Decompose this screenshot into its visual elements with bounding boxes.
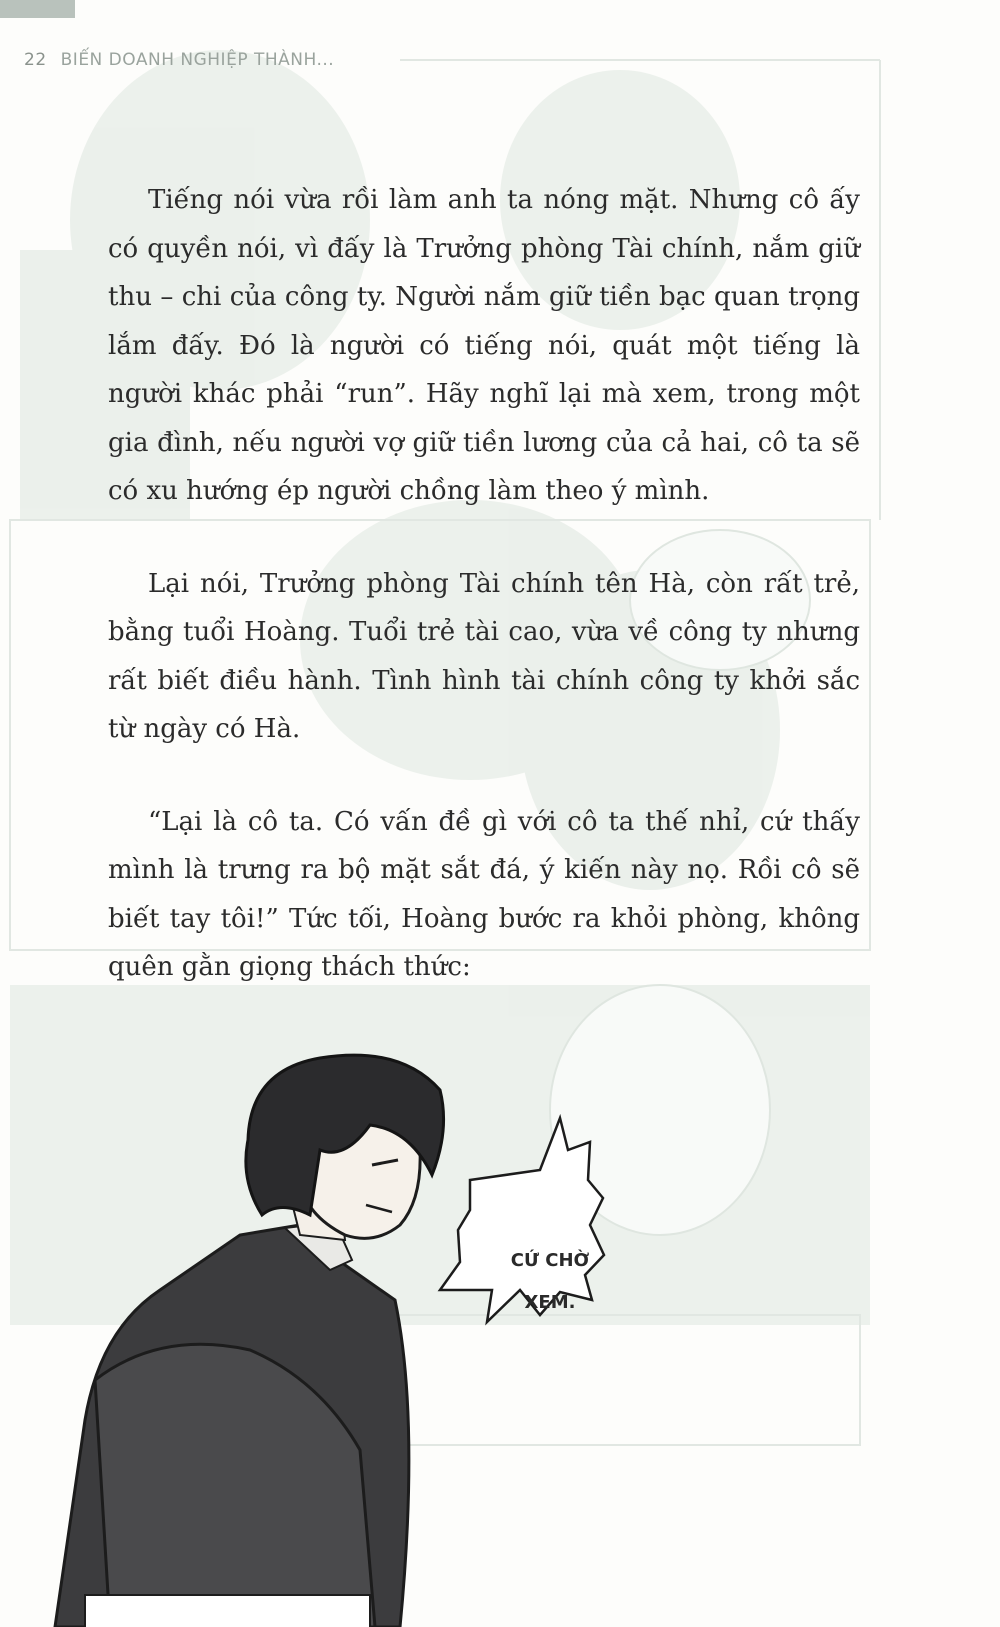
- paper-sheet: [85, 1595, 370, 1627]
- paragraph: “Lại là cô ta. Có vấn đề gì với cô ta thế nhỉ, cứ thấy mình là trưng ra bộ mặt sắt đá, ý kiến này nọ. Rồi cô sẽ biết tay tôi!” Tức tối, Hoàng bước ra khỏi phòng, không quên gằn giọng thách thức:: [108, 806, 860, 982]
- page-number: 22: [24, 50, 47, 70]
- watermark-frame: [380, 1315, 860, 1445]
- paragraph: Tiếng nói vừa rồi làm anh ta nóng mặt. Nhưng cô ấy có quyền nói, vì đấy là Trưởng phòng Tài chính, nắm giữ thu – chi của công ty. Người nắm giữ tiền bạc quan trọng lắm đấy. Đó là người có tiếng nói, quát một tiếng là người khác phải “run”. Hãy nghĩ lại mà xem, trong một gia đình, nếu người vợ giữ tiền lương của cả hai, cô ta sẽ có xu hướng ép người chồng làm theo ý mình.: [108, 185, 860, 506]
- running-header: [24, 50, 334, 70]
- book-title: BIẾN DOANH NGHIỆP THÀNH...: [60, 50, 335, 70]
- speech-bubble-text: [492, 1240, 608, 1324]
- paragraph: Lại nói, Trưởng phòng Tài chính tên Hà, còn rất trẻ, bằng tuổi Hoàng. Tuổi trẻ tài cao, vừa về công ty nhưng rất biết điều hành. Tình hình tài chính công ty khởi sắc từ ngày có Hà.: [108, 568, 860, 744]
- speech-line: XEM.: [524, 1292, 576, 1313]
- body-text: [108, 176, 860, 992]
- corner-tab: [0, 0, 75, 18]
- speech-line: CỨ CHỜ: [510, 1250, 590, 1271]
